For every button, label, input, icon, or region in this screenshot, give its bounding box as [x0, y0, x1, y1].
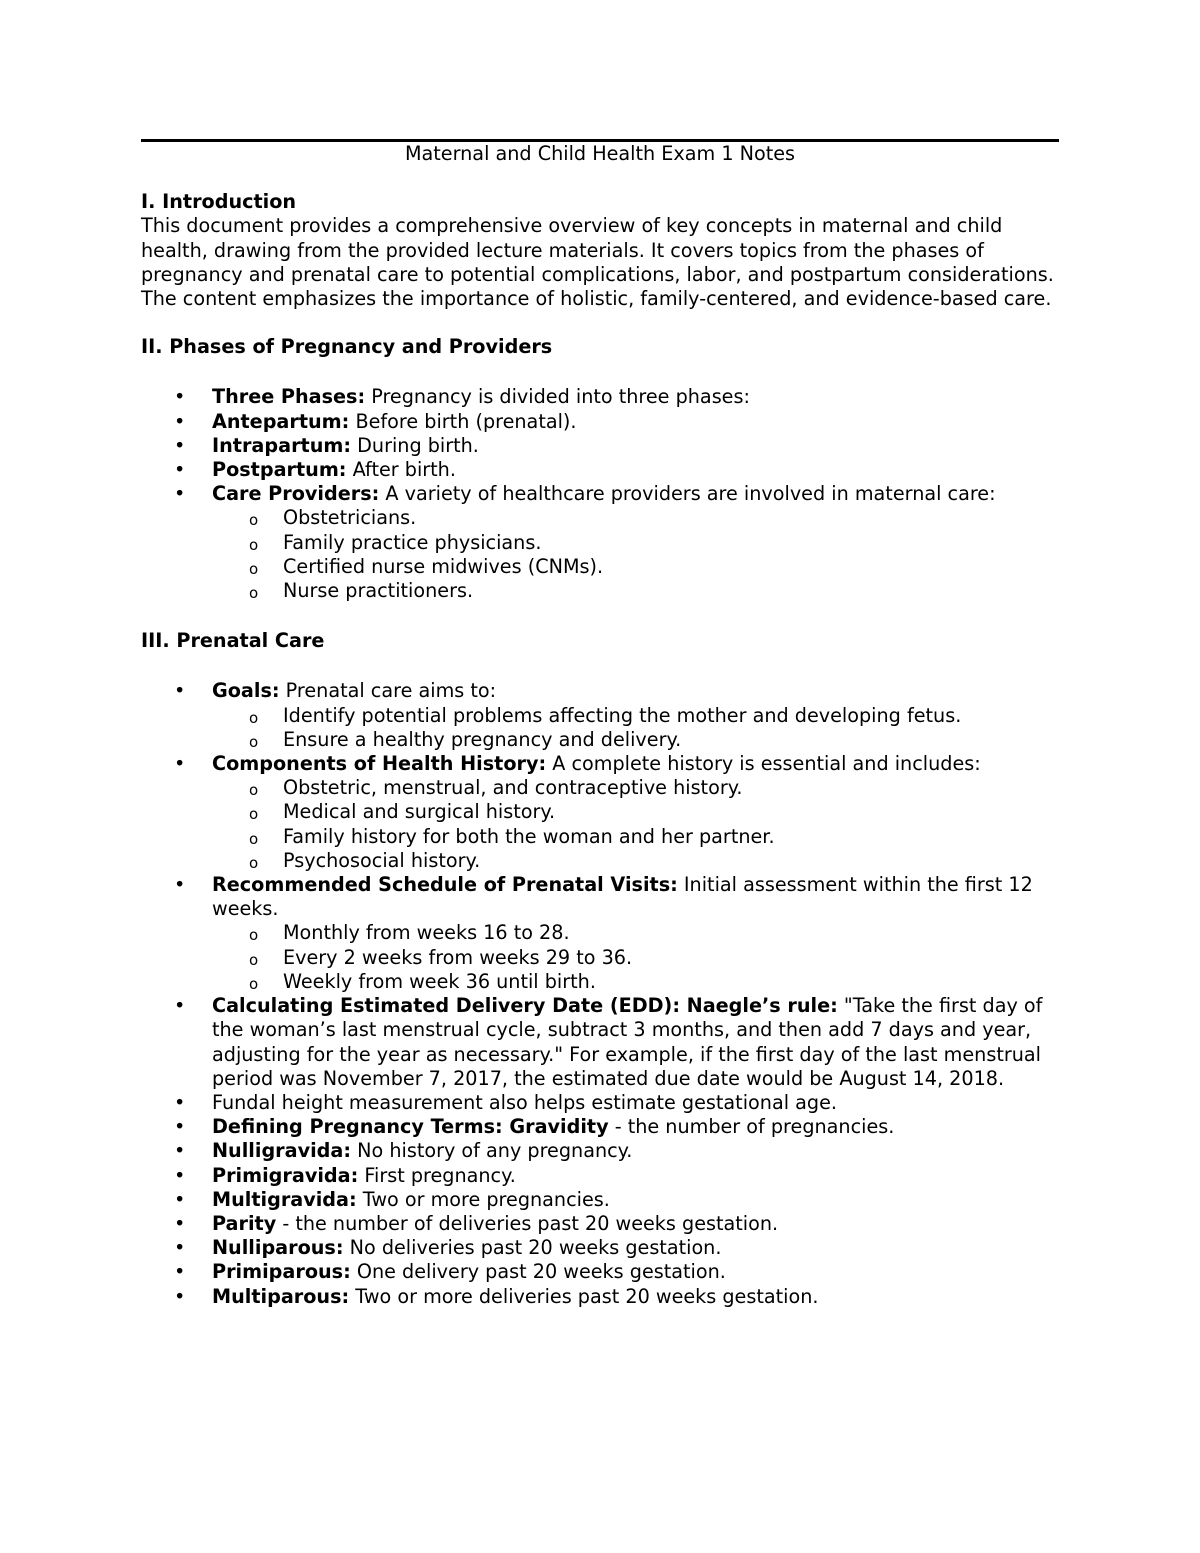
sub-list-item: o Certified nurse midwives (CNMs).: [212, 555, 1071, 579]
term-label: Multigravida:: [212, 1187, 357, 1211]
sub-list-item: o Obstetric, menstrual, and contraceptive history.: [212, 776, 1071, 800]
bullet-icon: •: [174, 679, 186, 703]
phases-list: [141, 385, 1071, 603]
list-item: [141, 873, 1071, 994]
bullet-icon: •: [174, 1187, 186, 1211]
term-text: Two or more deliveries past 20 weeks gestation.: [349, 1284, 819, 1308]
term-text: Before birth (prenatal).: [349, 409, 577, 433]
sub-list-item: o Family practice physicians.: [212, 531, 1071, 555]
term-label: Intrapartum:: [212, 433, 352, 457]
list-item: [141, 482, 1071, 603]
list-item: [141, 434, 1071, 458]
document-body: [141, 142, 1071, 1309]
sub-list-item: o Identify potential problems affecting the mother and developing fetus.: [212, 704, 1071, 728]
bullet-icon: •: [174, 1115, 186, 1139]
sub-list-item: o Family history for both the woman and her partner.: [212, 825, 1071, 849]
term-text: "Take the first day of the woman’s last menstrual cycle, subtract 3 months, and then add 7 days and year, adjusting for the year as necessary." For example, if the first day of the last menstrual period was November 7, 2017, the estimated due date would be August 14, 2018.: [212, 994, 1043, 1090]
list-item: [141, 1236, 1071, 1260]
term-label: Care Providers:: [212, 482, 380, 506]
term-label: Antepartum:: [212, 409, 350, 433]
term-text: Two or more pregnancies.: [356, 1187, 610, 1211]
term-text: Prenatal care aims to:: [279, 679, 497, 703]
bullet-icon: •: [174, 482, 186, 506]
providers-sublist: [212, 506, 1071, 603]
term-label: Defining Pregnancy Terms: Gravidity: [212, 1115, 609, 1139]
list-item: [141, 1091, 1071, 1115]
sub-bullet-icon: o: [249, 511, 259, 530]
sub-list-item: o Every 2 weeks from weeks 29 to 36.: [212, 946, 1071, 970]
list-item: [141, 1164, 1071, 1188]
bullet-icon: •: [174, 1284, 186, 1308]
bullet-icon: •: [174, 1260, 186, 1284]
sub-bullet-icon: o: [249, 708, 259, 727]
bullet-icon: •: [174, 873, 186, 897]
bullet-icon: •: [174, 1211, 186, 1235]
sub-bullet-icon: o: [249, 926, 259, 945]
sub-list-item: o Ensure a healthy pregnancy and delivery.: [212, 728, 1071, 752]
term-text: One delivery past 20 weeks gestation.: [350, 1260, 726, 1284]
bullet-icon: •: [174, 458, 186, 482]
sub-bullet-icon: o: [249, 974, 259, 993]
goals-sublist: [212, 704, 1071, 752]
history-sublist: [212, 776, 1071, 873]
sub-list-item: o Obstetricians.: [212, 506, 1071, 530]
term-label: Parity: [212, 1211, 277, 1235]
section-heading-introduction: I. Introduction: [141, 190, 297, 214]
term-text: Initial assessment within the first 12 weeks.: [212, 873, 1033, 921]
list-item: [141, 410, 1071, 434]
term-text: First pregnancy.: [358, 1163, 516, 1187]
sub-list-item: o Medical and surgical history.: [212, 800, 1071, 824]
term-text: Pregnancy is divided into three phases:: [365, 385, 750, 409]
term-label: Goals:: [212, 679, 280, 703]
list-item: [141, 385, 1071, 409]
term-text: No deliveries past 20 weeks gestation.: [343, 1236, 722, 1260]
bullet-icon: •: [174, 1163, 186, 1187]
schedule-sublist: [212, 921, 1071, 994]
sub-bullet-icon: o: [249, 781, 259, 800]
term-label: Three Phases:: [212, 385, 366, 409]
bullet-icon: •: [174, 1090, 186, 1114]
list-item: [141, 752, 1071, 873]
sub-bullet-icon: o: [249, 732, 259, 751]
list-item: [141, 1212, 1071, 1236]
list-item: [141, 458, 1071, 482]
bullet-icon: •: [174, 433, 186, 457]
term-text: No history of any pregnancy.: [351, 1139, 633, 1163]
intro-paragraph: This document provides a comprehensive overview of key concepts in maternal and child health, drawing from the provided lecture materials. It covers topics from the phases of pregnancy and prenatal care to potential complications, labor, and postpartum considerations. The content emphasizes the importance of holistic, family-centered, and evidence-based care.: [141, 214, 1054, 311]
bullet-icon: •: [174, 1139, 186, 1163]
term-label: Nulliparous:: [212, 1236, 344, 1260]
term-label: Recommended Schedule of Prenatal Visits:: [212, 873, 678, 897]
list-item: [141, 1115, 1071, 1139]
term-label: Calculating Estimated Delivery Date (EDD): Naegle’s rule:: [212, 994, 838, 1018]
term-text: - the number of deliveries past 20 weeks gestation.: [276, 1211, 779, 1235]
term-label: Components of Health History:: [212, 752, 547, 776]
list-item: [141, 1260, 1071, 1284]
bullet-icon: •: [174, 409, 186, 433]
term-text: A complete history is essential and includes:: [546, 752, 981, 776]
sub-bullet-icon: o: [249, 829, 259, 848]
bullet-icon: •: [174, 752, 186, 776]
sub-list-item: o Weekly from week 36 until birth.: [212, 970, 1071, 994]
term-label: Nulligravida:: [212, 1139, 352, 1163]
term-text: During birth.: [351, 433, 479, 457]
sub-list-item: o Psychosocial history.: [212, 849, 1071, 873]
list-item: [141, 994, 1071, 1091]
bullet-icon: •: [174, 994, 186, 1018]
sub-bullet-icon: o: [249, 584, 259, 603]
bullet-icon: •: [174, 1236, 186, 1260]
document-title: Maternal and Child Health Exam 1 Notes: [404, 142, 796, 165]
list-item: [141, 1139, 1071, 1163]
term-text: Fundal height measurement also helps estimate gestational age.: [212, 1090, 837, 1114]
sub-list-item: o Monthly from weeks 16 to 28.: [212, 921, 1071, 945]
section-heading-prenatal: III. Prenatal Care: [141, 629, 325, 653]
list-item: [141, 1188, 1071, 1212]
term-label: Multiparous:: [212, 1284, 350, 1308]
sub-bullet-icon: o: [249, 559, 259, 578]
bullet-icon: •: [174, 385, 186, 409]
sub-bullet-icon: o: [249, 805, 259, 824]
prenatal-list: [141, 679, 1071, 1308]
sub-list-item: o Nurse practitioners.: [212, 579, 1071, 603]
term-text: After birth.: [346, 458, 456, 482]
list-item: [141, 1285, 1071, 1309]
term-label: Primigravida:: [212, 1163, 359, 1187]
section-heading-phases: II. Phases of Pregnancy and Providers: [141, 335, 553, 359]
sub-bullet-icon: o: [249, 535, 259, 554]
term-text: - the number of pregnancies.: [608, 1115, 895, 1139]
term-label: Postpartum:: [212, 458, 347, 482]
term-label: Primiparous:: [212, 1260, 351, 1284]
list-item: [141, 679, 1071, 752]
sub-bullet-icon: o: [249, 950, 259, 969]
term-text: A variety of healthcare providers are involved in maternal care:: [379, 482, 996, 506]
sub-bullet-icon: o: [249, 853, 259, 872]
